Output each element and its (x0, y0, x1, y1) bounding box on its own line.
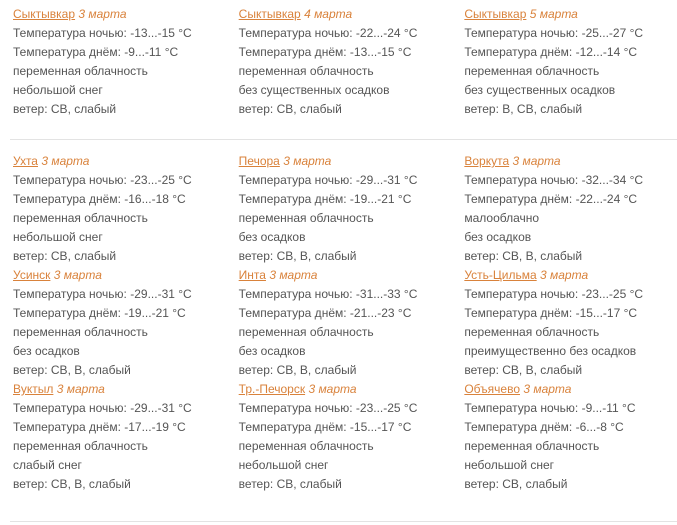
city-link[interactable]: Инта (238, 268, 266, 282)
forecast-card (0, 380, 226, 494)
forecast-date: 5 марта (529, 7, 578, 21)
forecast-date: 3 марта (308, 382, 357, 396)
forecast-block-syktyvkar (0, 0, 677, 119)
forecast-heading (239, 152, 452, 171)
cloudiness: переменная облачность (13, 439, 148, 453)
night-temperature: Температура ночью: -29...-31 °C (238, 173, 418, 187)
wind: ветер: В, СВ, слабый (464, 102, 583, 116)
day-temperature: Температура днём: -13...-15 °C (238, 45, 412, 59)
forecast-heading (13, 380, 226, 399)
forecast-heading (13, 152, 226, 171)
forecast-date: 3 марта (41, 154, 90, 168)
night-temperature: Температура ночью: -29...-31 °C (13, 401, 192, 415)
forecast-card (0, 0, 226, 119)
forecast-date: 3 марта (56, 382, 105, 396)
forecast-date: 3 марта (540, 268, 589, 282)
precipitation: без осадков (464, 230, 532, 244)
forecast-date: 3 марта (283, 154, 332, 168)
forecast-card (226, 0, 452, 119)
wind: ветер: СВ, В, слабый (464, 249, 583, 263)
day-temperature: Температура днём: -15...-17 °C (464, 306, 638, 320)
night-temperature: Температура ночью: -9...-11 °C (464, 401, 636, 415)
day-temperature: Температура днём: -15...-17 °C (238, 420, 412, 434)
cloudiness: переменная облачность (13, 64, 148, 78)
cloudiness: переменная облачность (13, 325, 148, 339)
day-temperature: Температура днём: -6...-8 °C (464, 420, 624, 434)
precipitation: без существенных осадков (464, 83, 616, 97)
forecast-row (0, 266, 677, 380)
city-link[interactable]: Усть-Цильма (464, 268, 537, 282)
cloudiness: переменная облачность (464, 325, 600, 339)
forecast-card (226, 380, 452, 494)
cloudiness: переменная облачность (238, 211, 374, 225)
wind: ветер: СВ, В, слабый (238, 363, 357, 377)
cloudiness: переменная облачность (238, 325, 374, 339)
city-link[interactable]: Усинск (13, 268, 51, 282)
precipitation: небольшой снег (13, 83, 103, 97)
section-divider (10, 139, 677, 140)
forecast-card (451, 266, 677, 380)
city-link[interactable]: Сыктывкар (13, 7, 76, 21)
precipitation: без осадков (238, 230, 306, 244)
precipitation: без существенных осадков (238, 83, 390, 97)
wind: ветер: СВ, В, слабый (238, 249, 357, 263)
forecast-block-cities (0, 150, 677, 494)
night-temperature: Температура ночью: -13...-15 °C (13, 26, 192, 40)
precipitation: без осадков (13, 344, 80, 358)
city-link[interactable]: Вуктыл (13, 382, 54, 396)
forecast-heading (464, 266, 677, 285)
day-temperature: Температура днём: -19...-21 °C (13, 306, 186, 320)
precipitation: преимущественно без осадков (464, 344, 637, 358)
city-link[interactable]: Объячево (464, 382, 520, 396)
wind: ветер: СВ, слабый (13, 249, 117, 263)
day-temperature: Температура днём: -19...-21 °C (238, 192, 412, 206)
forecast-card (451, 380, 677, 494)
night-temperature: Температура ночью: -22...-24 °C (238, 26, 418, 40)
city-link[interactable]: Печора (238, 154, 280, 168)
city-link[interactable]: Сыктывкар (464, 7, 527, 21)
city-link[interactable]: Воркута (464, 154, 510, 168)
forecast-date: 3 марта (53, 268, 102, 282)
forecast-heading (464, 5, 677, 24)
night-temperature: Температура ночью: -29...-31 °C (13, 287, 192, 301)
day-temperature: Температура днём: -9...-11 °C (13, 45, 179, 59)
day-temperature: Температура днём: -22...-24 °C (464, 192, 638, 206)
forecast-card (226, 150, 452, 266)
day-temperature: Температура днём: -16...-18 °C (13, 192, 186, 206)
forecast-heading (13, 266, 226, 285)
night-temperature: Температура ночью: -25...-27 °C (464, 26, 644, 40)
forecast-row (0, 150, 677, 266)
wind: ветер: СВ, В, слабый (13, 363, 131, 377)
cloudiness: переменная облачность (464, 64, 600, 78)
cloudiness: малооблачно (464, 211, 540, 225)
city-link[interactable]: Сыктывкар (238, 7, 301, 21)
forecast-heading (239, 266, 452, 285)
wind: ветер: СВ, слабый (464, 477, 568, 491)
forecast-row (0, 380, 677, 494)
forecast-date: 3 марта (523, 382, 572, 396)
wind: ветер: СВ, слабый (238, 477, 342, 491)
city-link[interactable]: Ухта (13, 154, 38, 168)
forecast-card (451, 150, 677, 266)
forecast-heading (464, 380, 677, 399)
precipitation: слабый снег (13, 458, 82, 472)
night-temperature: Температура ночью: -23...-25 °C (13, 173, 192, 187)
forecast-row (0, 0, 677, 119)
cloudiness: переменная облачность (13, 211, 148, 225)
precipitation: без осадков (238, 344, 306, 358)
forecast-heading (464, 152, 677, 171)
day-temperature: Температура днём: -21...-23 °C (238, 306, 412, 320)
forecast-date: 3 марта (78, 7, 127, 21)
forecast-card (0, 266, 226, 380)
forecast-date: 4 марта (304, 7, 353, 21)
forecast-card (226, 266, 452, 380)
precipitation: небольшой снег (464, 458, 555, 472)
day-temperature: Температура днём: -12...-14 °C (464, 45, 638, 59)
night-temperature: Температура ночью: -31...-33 °C (238, 287, 418, 301)
forecast-heading (13, 5, 226, 24)
night-temperature: Температура ночью: -23...-25 °C (464, 287, 644, 301)
precipitation: небольшой снег (13, 230, 103, 244)
night-temperature: Температура ночью: -23...-25 °C (238, 401, 418, 415)
section-divider (10, 521, 677, 522)
city-link[interactable]: Тр.-Печорск (238, 382, 306, 396)
wind: ветер: СВ, В, слабый (464, 363, 583, 377)
wind: ветер: СВ, слабый (238, 102, 342, 116)
forecast-heading (239, 380, 452, 399)
forecast-card (451, 0, 677, 119)
forecast-date: 3 марта (269, 268, 318, 282)
cloudiness: переменная облачность (238, 64, 374, 78)
forecast-card (0, 150, 226, 266)
night-temperature: Температура ночью: -32...-34 °C (464, 173, 644, 187)
day-temperature: Температура днём: -17...-19 °C (13, 420, 186, 434)
cloudiness: переменная облачность (464, 439, 600, 453)
cloudiness: переменная облачность (238, 439, 374, 453)
forecast-date: 3 марта (512, 154, 561, 168)
precipitation: небольшой снег (238, 458, 329, 472)
forecast-heading (239, 5, 452, 24)
wind: ветер: СВ, В, слабый (13, 477, 131, 491)
wind: ветер: СВ, слабый (13, 102, 117, 116)
